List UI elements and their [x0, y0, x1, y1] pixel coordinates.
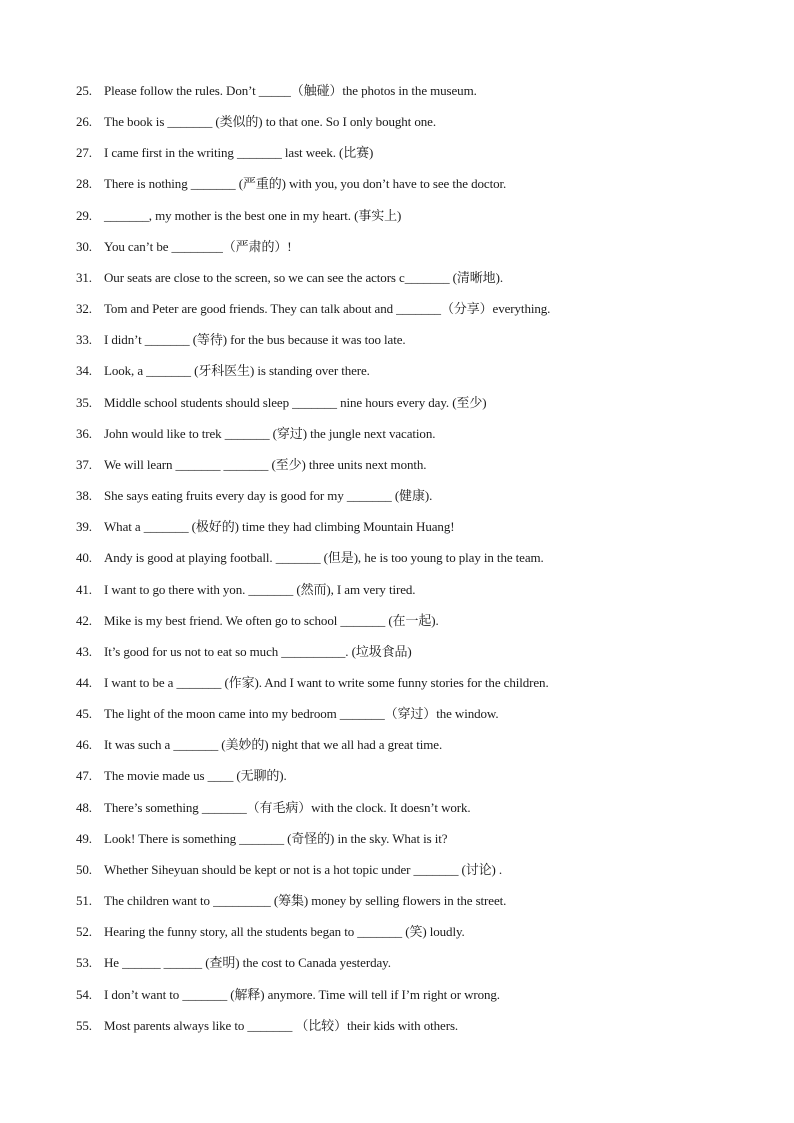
question-item	[76, 486, 766, 517]
question-number: 51.	[76, 893, 92, 909]
question-number: 42.	[76, 612, 92, 628]
question-item	[76, 424, 766, 455]
question-text: Andy is good at playing football. _______ (但是), he is too young to play in the team.	[104, 550, 544, 566]
question-text: I didn’t _______ (等待) for the bus because it was too late.	[104, 332, 406, 348]
question-number: 27.	[76, 145, 92, 161]
question-text: I want to be a _______ (作家). And I want to write some funny stories for the children.	[104, 674, 549, 690]
question-item	[76, 237, 766, 268]
question-number: 55.	[76, 1017, 92, 1033]
question-item	[76, 330, 766, 361]
question-text: The book is _______ (类似的) to that one. So I only bought one.	[104, 114, 436, 130]
question-number: 41.	[76, 581, 92, 597]
question-item	[76, 174, 766, 205]
question-number: 34.	[76, 363, 92, 379]
question-number: 49.	[76, 830, 92, 846]
question-number: 28.	[76, 176, 92, 192]
question-item	[76, 268, 766, 299]
question-item	[76, 611, 766, 642]
question-text: Hearing the funny story, all the students began to _______ (笑) loudly.	[104, 924, 465, 940]
question-item	[76, 455, 766, 486]
question-number: 54.	[76, 986, 92, 1002]
question-number: 31.	[76, 269, 92, 285]
question-text: Mike is my best friend. We often go to school _______ (在一起).	[104, 612, 439, 628]
question-number: 45.	[76, 706, 92, 722]
question-text: There’s something _______（有毛病）with the clock. It doesn’t work.	[104, 799, 471, 815]
question-item	[76, 112, 766, 143]
question-item	[76, 143, 766, 174]
question-item	[76, 673, 766, 704]
question-text: Look! There is something _______ (奇怪的) in the sky. What is it?	[104, 830, 448, 846]
question-number: 38.	[76, 488, 92, 504]
question-number: 43.	[76, 643, 92, 659]
question-text: Whether Siheyuan should be kept or not is a hot topic under _______ (讨论) .	[104, 861, 503, 877]
question-item	[76, 81, 766, 112]
question-text: It was such a _______ (美妙的) night that we all had a great time.	[104, 737, 443, 753]
question-item	[76, 735, 766, 766]
question-number: 33.	[76, 332, 92, 348]
question-text: It’s good for us not to eat so much __________. (垃圾食品)	[104, 643, 412, 659]
question-text: The light of the moon came into my bedroom _______（穿过）the window.	[104, 706, 499, 722]
question-text: She says eating fruits every day is good for my _______ (健康).	[104, 488, 433, 504]
question-item	[76, 860, 766, 891]
question-number: 35.	[76, 394, 92, 410]
question-item	[76, 206, 766, 237]
question-item	[76, 548, 766, 579]
question-text: Look, a _______ (牙科医生) is standing over there.	[104, 363, 370, 379]
question-text: I want to go there with yon. _______ (然而), I am very tired.	[104, 581, 416, 597]
question-text: Our seats are close to the screen, so we can see the actors c_______ (清晰地).	[104, 269, 503, 285]
question-number: 40.	[76, 550, 92, 566]
question-number: 44.	[76, 674, 92, 690]
question-text: I don’t want to _______ (解释) anymore. Time will tell if I’m right or wrong.	[104, 986, 500, 1002]
question-number: 48.	[76, 799, 92, 815]
question-item	[76, 361, 766, 392]
question-text: Most parents always like to _______ （比较）their kids with others.	[104, 1017, 459, 1033]
question-item	[76, 1016, 766, 1047]
question-item	[76, 580, 766, 611]
question-text: The movie made us ____ (无聊的).	[104, 768, 287, 784]
question-number: 39.	[76, 519, 92, 535]
question-number: 25.	[76, 83, 92, 98]
question-number: 50.	[76, 861, 92, 877]
question-number: 30.	[76, 238, 92, 254]
question-item	[76, 299, 766, 330]
question-number: 46.	[76, 737, 92, 753]
question-text: What a _______ (极好的) time they had climbing Mountain Huang!	[104, 519, 455, 535]
question-item	[76, 798, 766, 829]
question-item	[76, 393, 766, 424]
question-item	[76, 517, 766, 548]
question-number: 36.	[76, 425, 92, 441]
question-number: 29.	[76, 207, 92, 223]
question-item	[76, 642, 766, 673]
question-text: Middle school students should sleep _______ nine hours every day. (至少)	[104, 394, 487, 410]
question-text: You can’t be ________（严肃的）!	[104, 238, 292, 254]
question-number: 32.	[76, 301, 92, 317]
question-number: 26.	[76, 114, 92, 130]
question-item	[76, 704, 766, 735]
question-number: 37.	[76, 456, 92, 472]
question-item	[76, 891, 766, 922]
question-text: We will learn _______ _______ (至少) three units next month.	[104, 456, 427, 472]
question-list	[76, 81, 766, 1047]
question-item	[76, 829, 766, 860]
question-text: There is nothing _______ (严重的) with you, you don’t have to see the doctor.	[104, 176, 507, 192]
question-number: 47.	[76, 768, 92, 784]
question-text: He ______ ______ (查明) the cost to Canada yesterday.	[104, 955, 391, 971]
question-text: I came first in the writing _______ last week. (比赛)	[104, 145, 374, 161]
question-item	[76, 922, 766, 953]
question-item	[76, 953, 766, 984]
question-text: Tom and Peter are good friends. They can talk about and _______（分享）everything.	[104, 301, 551, 317]
question-number: 53.	[76, 955, 92, 971]
question-number: 52.	[76, 924, 92, 940]
question-text: _______, my mother is the best one in my heart. (事实上)	[104, 207, 402, 223]
question-text: The children want to _________ (筹集) money by selling flowers in the street.	[104, 893, 507, 909]
question-item	[76, 985, 766, 1016]
question-text: John would like to trek _______ (穿过) the jungle next vacation.	[104, 425, 436, 441]
question-item	[76, 766, 766, 797]
question-text: Please follow the rules. Don’t _____（触碰）the photos in the museum.	[104, 83, 477, 98]
